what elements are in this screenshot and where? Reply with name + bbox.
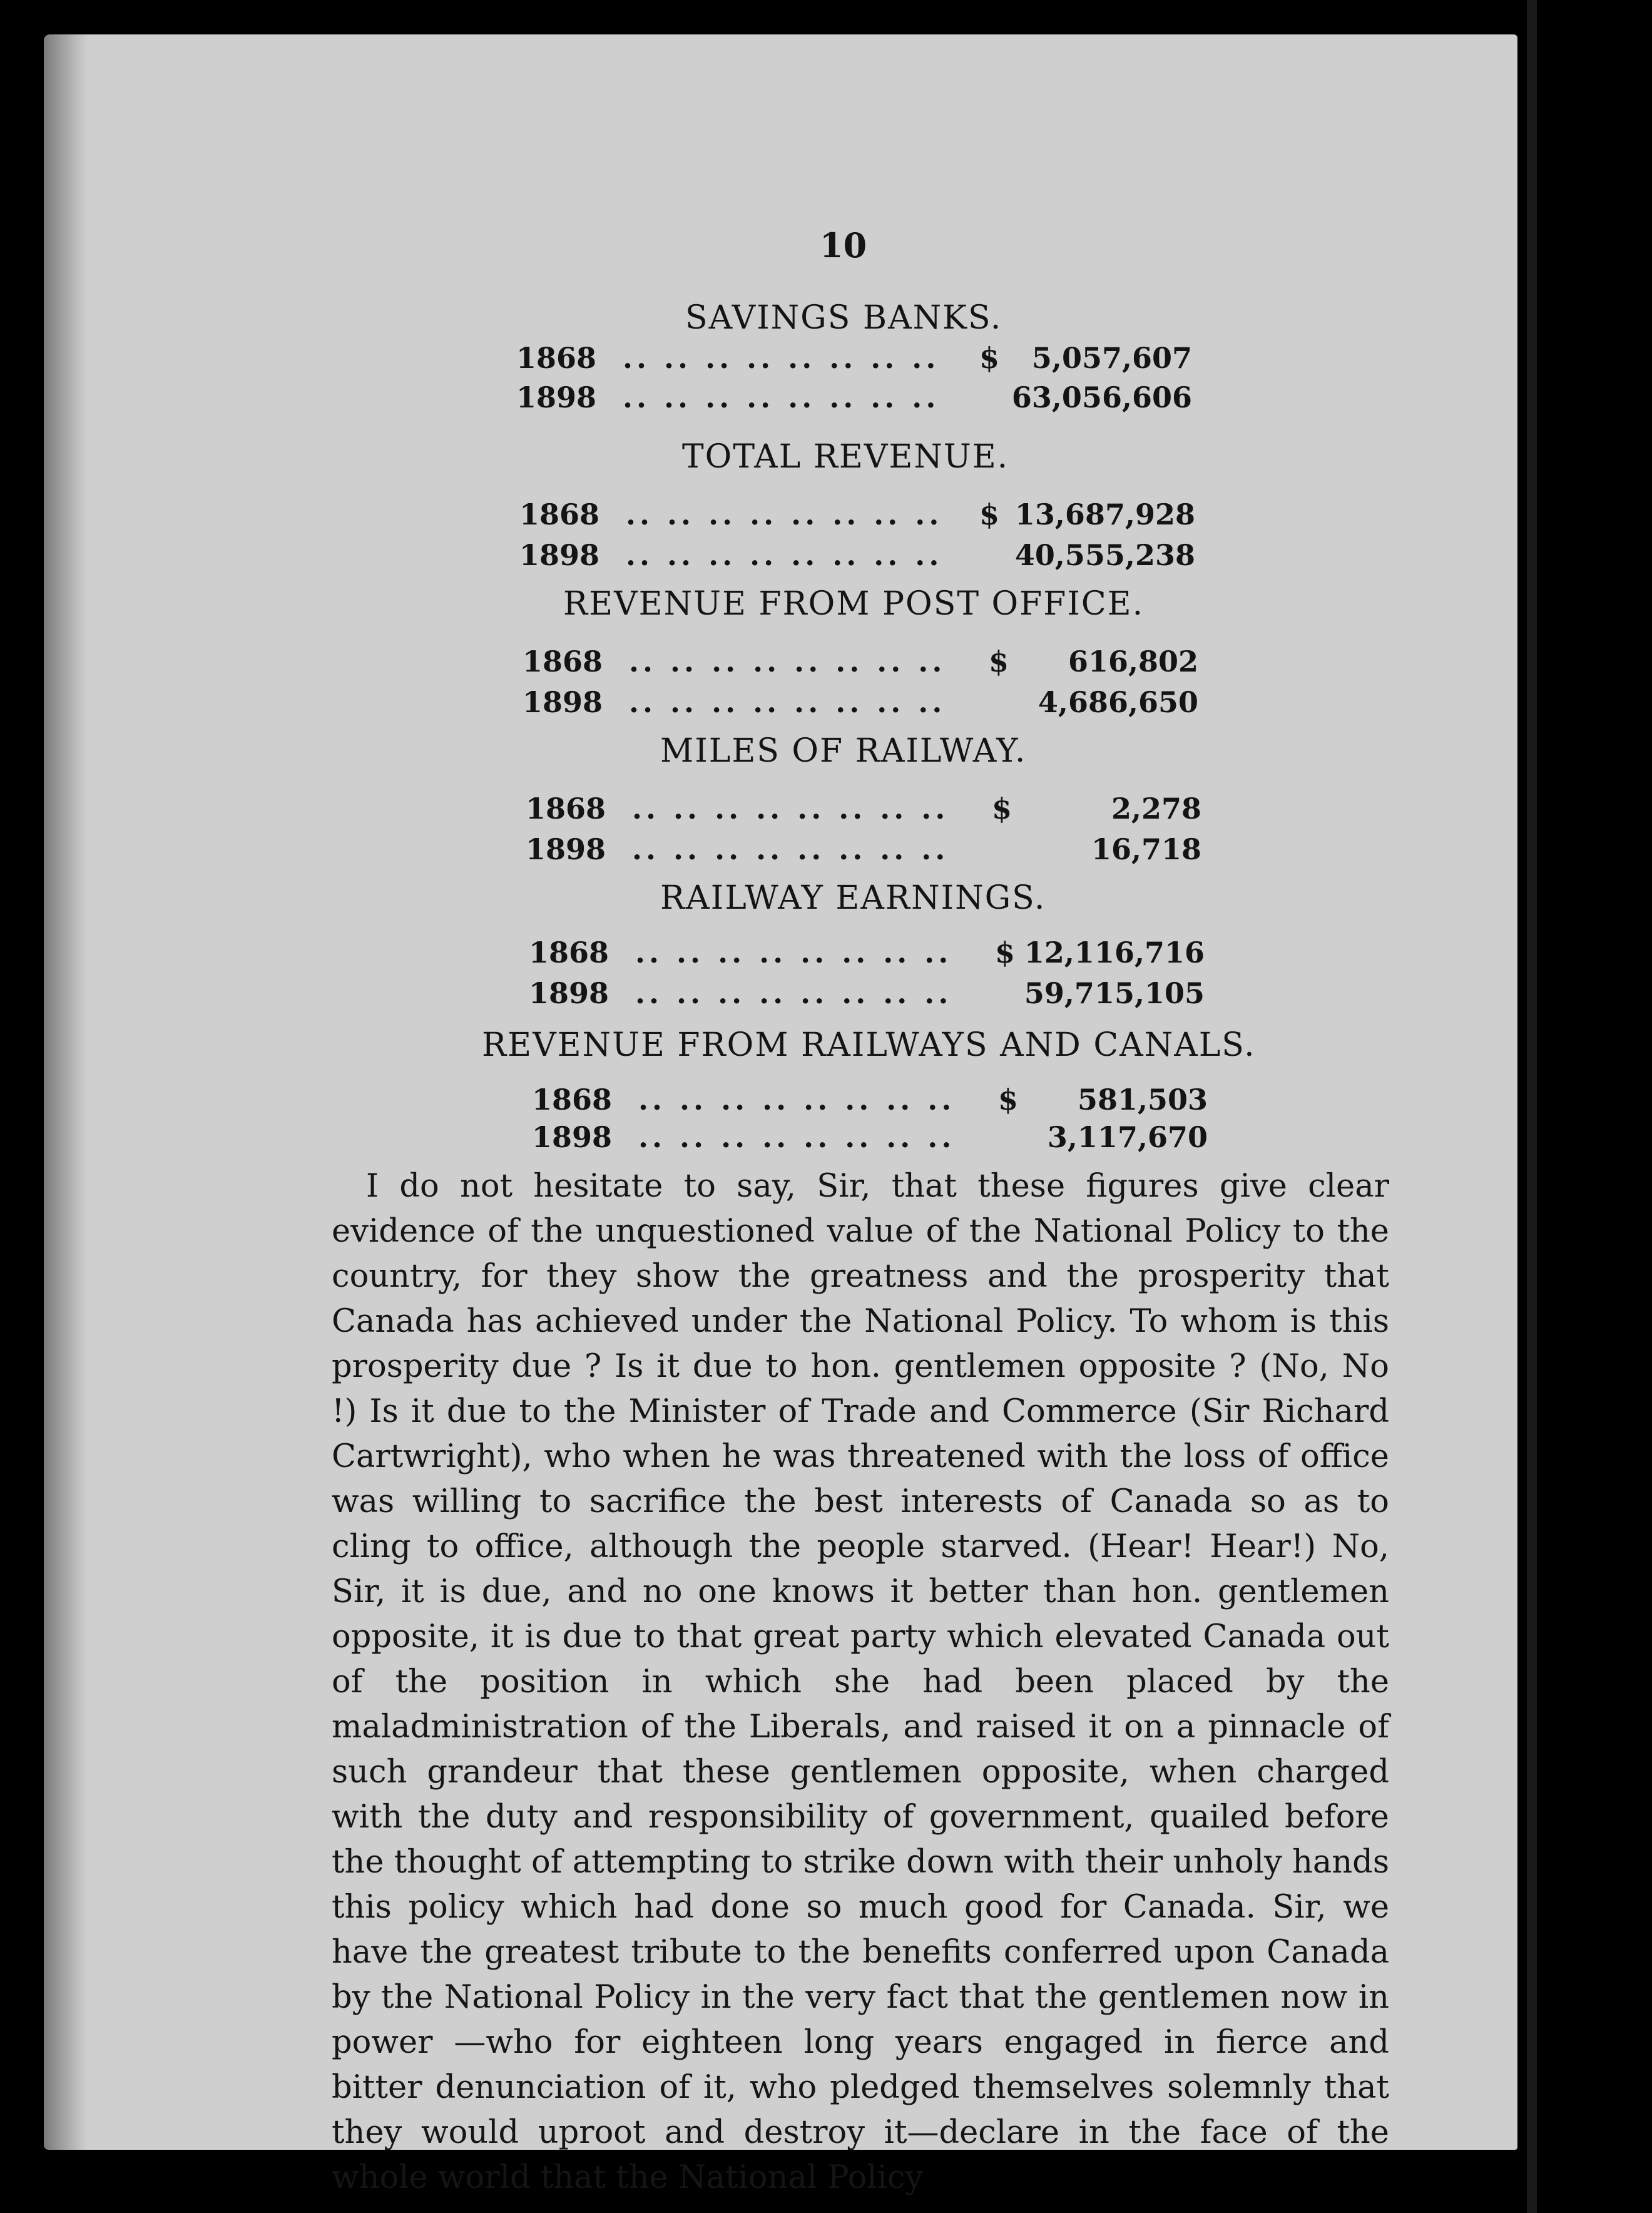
section-heading: REVENUE FROM RAILWAYS AND CANALS. [482,1026,1256,1064]
table-row [516,381,1192,418]
value-cell: 59,715,105 [1024,976,1205,1010]
page-number: 10 [820,225,867,265]
table-row [523,645,1198,682]
year-label: 1898 [529,976,609,1010]
value-cell: 13,687,928 [1014,498,1195,531]
dot-leader: .. .. .. .. .. .. .. .. [632,832,949,866]
table-row [516,341,1192,379]
section-heading: RAILWAY EARNINGS. [660,879,1046,917]
table-row [529,936,1205,973]
dot-leader: .. .. .. .. .. .. .. .. [626,538,943,572]
year-label: 1898 [532,1120,613,1154]
currency-symbol: $ [998,1083,1019,1117]
section-heading: TOTAL REVENUE. [682,438,1009,476]
value-cell: 616,802 [1068,645,1198,678]
currency-symbol: $ [992,792,1012,825]
value-cell: 3,117,670 [1047,1120,1208,1154]
value-cell: 40,555,238 [1014,538,1195,572]
table-row [532,1120,1208,1158]
dot-leader: .. .. .. .. .. .. .. .. [626,498,943,531]
currency-symbol: $ [979,498,1000,531]
dot-leader: .. .. .. .. .. .. .. .. [638,1083,956,1117]
table-row [529,976,1205,1014]
value-cell: 12,116,716 [1024,936,1205,969]
dot-leader: .. .. .. .. .. .. .. .. [623,381,940,414]
currency-symbol: $ [979,341,1000,375]
section-heading: MILES OF RAILWAY. [660,732,1027,770]
year-label: 1898 [523,685,603,719]
dot-leader: .. .. .. .. .. .. .. .. [635,936,952,969]
year-label: 1898 [526,832,606,866]
dot-leader: .. .. .. .. .. .. .. .. [638,1120,956,1154]
value-cell: 16,718 [1091,832,1201,866]
year-label: 1898 [516,381,597,414]
paragraph: I do not hesitate to say, Sir, that these figures give clear evidence of the unquestioned value of the National Policy to the country, for they show the greatness and the prosperity that Canada has achieved under the National Policy. To whom is this prosperity due ? Is it due to hon. gentlemen opposite ? (No, No !) Is it due to the Minister of Trade and Commerce (Sir Richard Cartwright), who when he was threatened with the loss of office was willing to sacrifice the best interests of Canada so as to cling to office, although the people starved. (Hear! Hear!) No, Sir, it is due, and no one knows it better than hon. gentlemen opposite, it is due to that great party which elevated Canada out of the position in which she had been placed by the maladministration of the Liberals, and raised it on a pinnacle of such grandeur that these gentlemen opposite, when charged with the duty and responsibility of government, quailed before the thought of attempting to strike down with their unholy hands this policy which had done so much good for Canada. Sir, we have the greatest tribute to the benefits conferred upon Canada by the National Policy in the very fact that the gentlemen now in power —who for eighteen long years engaged in fierce and bitter denunciation of it, who pledged themselves solemnly that they would uproot and destroy it—declare in the face of the whole world that the National Policy [332,1168,1389,2196]
table-row [526,832,1201,870]
year-label: 1868 [523,645,603,678]
table-row [519,498,1195,535]
value-cell: 581,503 [1077,1083,1208,1117]
dot-leader: .. .. .. .. .. .. .. .. [623,341,940,375]
currency-symbol: $ [995,936,1016,969]
year-label: 1868 [532,1083,613,1117]
value-cell: 5,057,607 [1031,341,1192,375]
value-cell: 2,278 [1111,792,1201,825]
currency-symbol: $ [989,645,1009,678]
dot-leader: .. .. .. .. .. .. .. .. [629,645,946,678]
dot-leader: .. .. .. .. .. .. .. .. [629,685,946,719]
section-heading: REVENUE FROM POST OFFICE. [563,585,1145,623]
dot-leader: .. .. .. .. .. .. .. .. [635,976,952,1010]
value-cell: 4,686,650 [1038,685,1198,719]
table-row [523,685,1198,723]
year-label: 1898 [519,538,600,572]
table-row [532,1083,1208,1120]
value-cell: 63,056,606 [1011,381,1192,414]
table-row [526,792,1201,829]
dot-leader: .. .. .. .. .. .. .. .. [632,792,949,825]
year-label: 1868 [529,936,609,969]
section-heading: SAVINGS BANKS. [685,299,1002,337]
table-row [519,538,1195,576]
body-text [332,1164,1389,2200]
year-label: 1868 [519,498,600,531]
year-label: 1868 [526,792,606,825]
year-label: 1868 [516,341,597,375]
